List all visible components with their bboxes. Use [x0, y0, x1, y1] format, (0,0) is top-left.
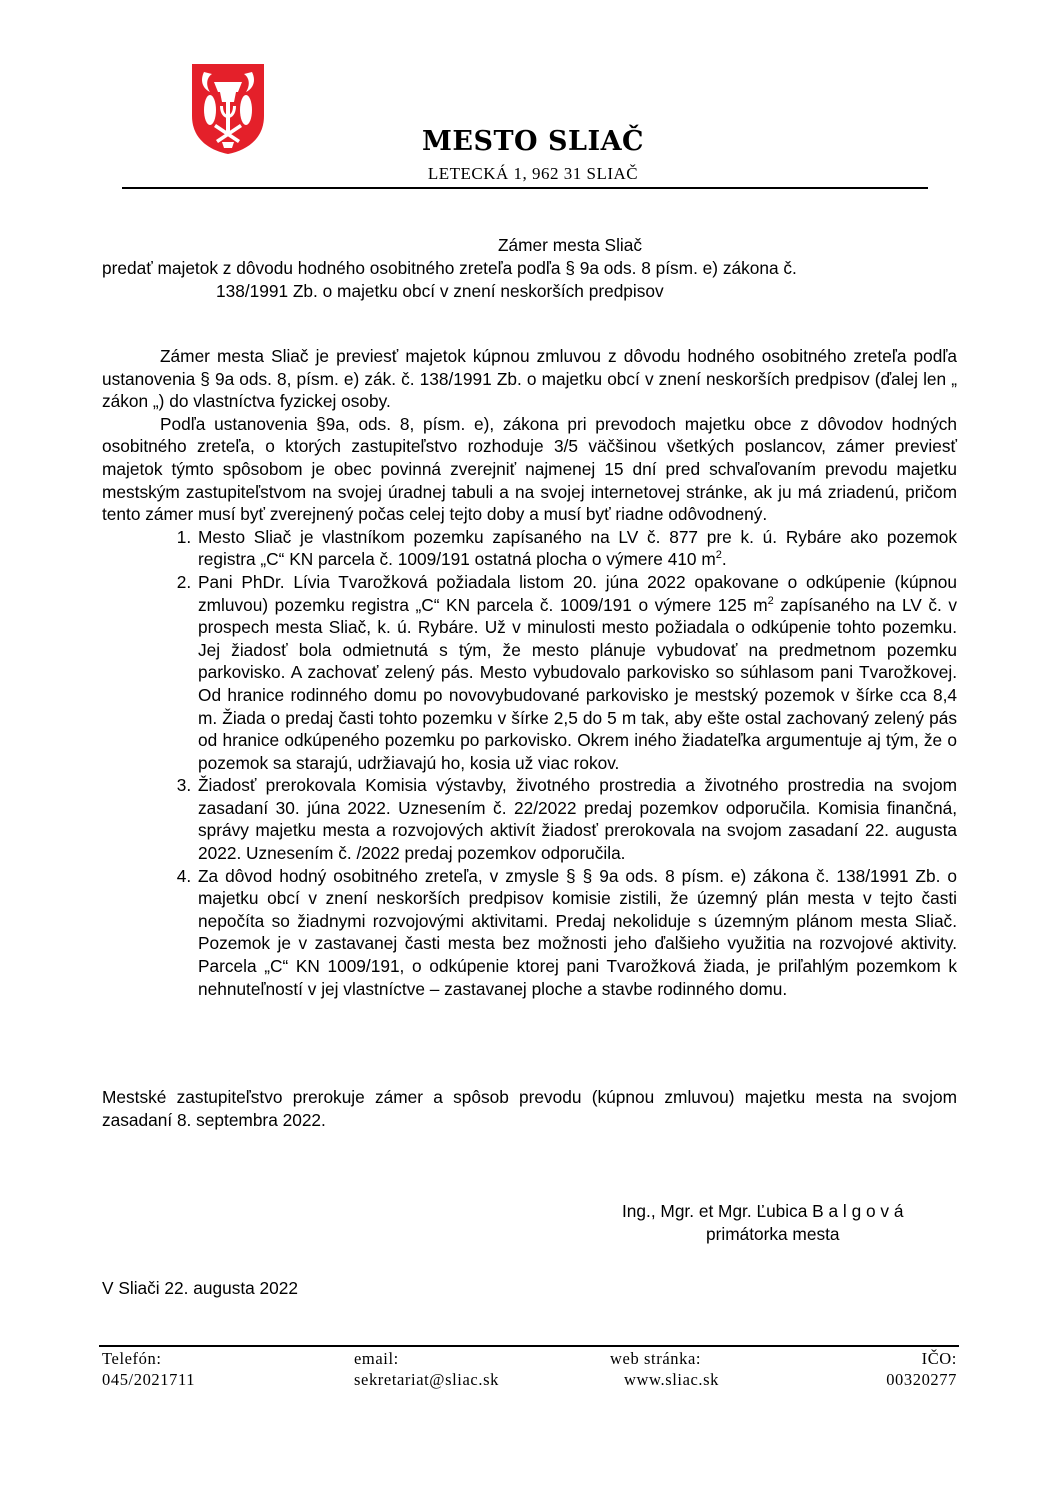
footer-web-label: web stránka:	[610, 1349, 702, 1368]
intent-subtitle-line1: predať majetok z dôvodu hodného osobitného zreteľa podľa § 9a ods. 8 písm. e) zákona č.	[102, 258, 797, 278]
footer-ico-value: 00320277	[886, 1370, 957, 1389]
paragraph-legal-basis: Podľa ustanovenia §9a, ods. 8, písm. e), zákona pri prevodoch majetku obce z dôvodov hodných osobitného zreteľa, o ktorých zastupiteľstvo rozhoduje 3/5 väčšinou všetkých poslancov, zámer previesť majetok týmto spôsobom je obec povinná zverejniť najmenej 15 dní pred schvaľovaním prevodu majetku mestským zastupiteľstvom na svojej úradnej tabuli a na svojej internetovej stránke, ak ju má zriadenú, pričom tento zámer musí byť zverejnený počas celej tejto doby a musí byť riadne odôvodnený.	[102, 413, 957, 525]
footer-email-label: email:	[354, 1349, 399, 1368]
signatory-role: primátorka mesta	[706, 1223, 840, 1244]
city-address: LETECKÁ 1, 962 31 SLIAČ	[427, 164, 639, 183]
city-title: MESTO SLIAČ	[421, 126, 645, 157]
footer-phone-label: Telefón:	[102, 1349, 162, 1368]
footer-email-link[interactable]: sekretariat@sliac.sk	[354, 1370, 499, 1389]
footer-email	[354, 1348, 499, 1390]
footer-web-link[interactable]: www.sliac.sk	[624, 1370, 720, 1389]
intent-title: Zámer mesta Sliač	[497, 235, 643, 255]
footer-ico	[886, 1348, 957, 1390]
dateline: V Sliači 22. augusta 2022	[102, 1278, 298, 1298]
list-item: 2. Pani PhDr. Lívia Tvarožková požiadala listom 20. júna 2022 opakovane o odkúpenie (kúpnou zmluvou) pozemku registra „C“ KN parcela č. 1009/191 o výmere 125 $m^2$ zapísaného na LV č. v prospech mesta Sliač, k. ú. Rybáre. Už v minulosti mesto požiadala o odkúpenie tohto pozemku. Jej žiadosť bola odmietnutá s tým, že mesto plánuje vybudovať na predmetnom pozemku parkovisko. A zachovať zelený pás. Mesto vybudovalo parkovisko so súhlasom pani Tvarožkovej. Od hranice rodinného domu po novovybudované parkovisko je mestský pozemok v šírke cca 8,4 m. Žiada o predaj časti tohto pozemku v šírke 2,5 do 5 m tak, aby ešte ostal zachovaný zelený pás od hranice odkúpeného pozemku po parkovisko. Okrem iného žiadateľka argumentuje aj tým, že o pozemok sa starajú, udržiavajú ho, kosia už viac rokov.	[196, 571, 957, 774]
signatory-name: Ing., Mgr. et Mgr. Ľubica B a l g o v á	[622, 1201, 904, 1221]
footer-ico-label: IČO:	[921, 1349, 957, 1368]
header-divider	[122, 187, 928, 189]
signature-block	[622, 1200, 952, 1245]
document-body	[102, 345, 957, 1000]
list-item: 4. Za dôvod hodný osobitného zreteľa, v zmysle § § 9a ods. 8 písm. e) zákona č. 138/1991 Zb. o majetku obcí v znení neskorších predpisov komisie zistili, že územný plán mesta v tejto časti nepočíta so žiadnymi rozvojovými aktivitami. Predaj nekoliduje s územným plánom mesta Sliač. Pozemok je v zastavanej časti mesta bez možnosti jeho ďalšieho využitia na rozvojové aktivity. Parcela „C“ KN 1009/191, o odkúpenie ktorej pani Tvarožková žiada, je priľahlým pozemkom k nehnuteľností v jej vlastníctve – zastavanej ploche a stavbe rodinného domu.	[196, 865, 957, 1001]
intent-subtitle	[102, 257, 957, 302]
paragraph-intent: Zámer mesta Sliač je previesť majetok kúpnou zmluvou z dôvodu hodného osobitného zreteľa podľa ustanovenia § 9a ods. 8, písm. e) zák. č. 138/1991 Zb. o majetku obcí v znení neskorších predpisov (ďalej len „ zákon „) do vlastníctva fyzickej osoby.	[102, 346, 957, 412]
justification-list	[102, 526, 957, 1000]
list-item: 1. Mesto Sliač je vlastníkom pozemku zapísaného na LV č. 877 pre k. ú. Rybáre ako pozemok registra „C“ KN parcela č. 1009/191 ostatná plocha o výmere 410 $m^2$.	[196, 526, 957, 571]
closing-paragraph: Mestské zastupiteľstvo prerokuje zámer a spôsob prevodu (kúpnou zmluvou) majetku mesta na svojom zasadaní 8. septembra 2022.	[102, 1087, 957, 1130]
list-item: 3. Žiadosť prerokovala Komisia výstavby, životného prostredia a životného prostredia na svojom zasadaní 30. júna 2022. Uznesením č. 22/2022 predaj pozemkov odporučila. Komisia finančná, správy majetku mesta a rozvojových aktivít žiadosť prerokovala na svojom zasadaní 22. augusta 2022. Uznesením č. /2022 predaj pozemkov odporučila.	[196, 774, 957, 864]
footer-phone	[102, 1348, 195, 1390]
footer-divider	[99, 1345, 959, 1347]
intent-subtitle-line2: 138/1991 Zb. o majetku obcí v znení neskorších predpisov	[216, 280, 664, 301]
footer-phone-value: 045/2021711	[102, 1370, 196, 1389]
footer-web	[610, 1348, 719, 1390]
